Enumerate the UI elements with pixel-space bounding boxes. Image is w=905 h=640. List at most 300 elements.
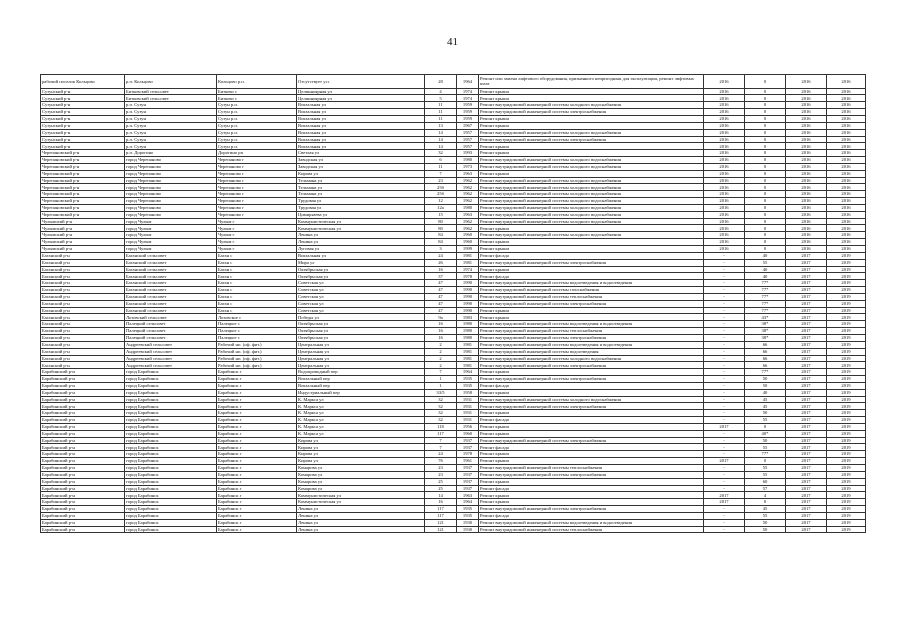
cell-street: Ленина ул — [297, 519, 425, 526]
cell-street: Советская ул — [297, 287, 425, 294]
cell-work-type: Ремонт внутридомовой инженерной системы холодного водоснабжения — [479, 177, 704, 184]
cell-street: Заводская ул — [297, 157, 425, 164]
cell-house: 32 — [425, 410, 457, 417]
cell-col-10: 2016 — [786, 95, 827, 102]
cell-municipality: р.п. Сузун — [125, 143, 217, 150]
cell-col-10: 2016 — [786, 115, 827, 122]
cell-district: Баганский р-н — [41, 307, 125, 314]
cell-col-11: 2016 — [827, 122, 866, 129]
cell-house: 16 — [425, 499, 457, 506]
cell-col-9: 55 — [745, 259, 786, 266]
cell-col-8: - — [704, 417, 745, 424]
cell-municipality: город Чулым — [125, 239, 217, 246]
cell-year-built: 1960 — [457, 232, 479, 239]
cell-col-10: 2017 — [786, 355, 827, 362]
cell-work-type: Ремонт внутридомовой инженерной системы электроснабжения — [479, 300, 704, 307]
cell-col-11: 2016 — [827, 136, 866, 143]
cell-house: 80 — [425, 225, 457, 232]
cell-locality: Палецкое с — [217, 328, 297, 335]
cell-col-11: 2016 — [827, 75, 866, 89]
cell-street: К. Маркса ул — [297, 417, 425, 424]
cell-municipality: город Черепаново — [125, 157, 217, 164]
table-row — [41, 376, 866, 383]
cell-col-10: 2016 — [786, 150, 827, 157]
cell-street: Вокзальная ул — [297, 115, 425, 122]
cell-locality: Рабочий нп. (оф. фит.) — [217, 348, 297, 355]
cell-work-type: Ремонт внутридомовой инженерной системы холодного водоснабжения — [479, 198, 704, 205]
table-row — [41, 430, 866, 437]
cell-street: Советская ул — [297, 293, 425, 300]
cell-house: 23 — [425, 177, 457, 184]
cell-house: 12 — [425, 198, 457, 205]
table-row — [41, 423, 866, 430]
cell-col-8: 2016 — [704, 115, 745, 122]
cell-street: Вокзальная ул — [297, 252, 425, 259]
cell-col-9: 0 — [745, 499, 786, 506]
cell-locality: Рабочий нп. (оф. фит.) — [217, 341, 297, 348]
cell-year-built: 1930 — [457, 526, 479, 533]
cell-locality: Барабинск г — [217, 369, 297, 376]
cell-col-8: - — [704, 512, 745, 519]
cell-year-built: 1962 — [457, 191, 479, 198]
cell-year-built: 1957 — [457, 129, 479, 136]
cell-work-type: Ремонт внутридомовой инженерной системы холодного водоснабжения — [479, 129, 704, 136]
cell-locality: Палецкое с — [217, 334, 297, 341]
cell-work-type: Ремонт внутридомовой инженерной системы электроснабжения — [479, 471, 704, 478]
cell-locality: Черепаново г — [217, 191, 297, 198]
cell-house: 32 — [425, 403, 457, 410]
cell-work-type: Ремонт фасада — [479, 512, 704, 519]
cell-street: Вокзальный пер — [297, 382, 425, 389]
cell-year-built: 1963 — [457, 170, 479, 177]
cell-municipality: город Барабинск — [125, 458, 217, 465]
cell-locality: Сузун р.п. — [217, 115, 297, 122]
cell-col-8: 2016 — [704, 95, 745, 102]
cell-street: Тельмана ул — [297, 184, 425, 191]
cell-district: Барабинский р-н — [41, 506, 125, 513]
cell-locality: Барабинск г — [217, 506, 297, 513]
cell-house: 121 — [425, 519, 457, 526]
cell-col-10: 2016 — [786, 129, 827, 136]
cell-house: 47 — [425, 287, 457, 294]
cell-locality: Сузун р.п. — [217, 102, 297, 109]
cell-house: 16 — [425, 328, 457, 335]
cell-col-11: 2019 — [827, 389, 866, 396]
cell-col-10: 2017 — [786, 389, 827, 396]
cell-col-8: - — [704, 430, 745, 437]
cell-col-9: 0 — [745, 75, 786, 89]
cell-district: Чулымский р-н — [41, 246, 125, 253]
cell-work-type: Ремонт внутридомовой инженерной системы холодного водоснабжения — [479, 232, 704, 239]
cell-locality: Барабинск г — [217, 478, 297, 485]
cell-locality: Барабинск г — [217, 444, 297, 451]
cell-municipality: Андреевский сельсовет — [125, 362, 217, 369]
cell-locality: Сузун р.п. — [217, 122, 297, 129]
cell-col-8: 2016 — [704, 75, 745, 89]
cell-municipality: город Чулым — [125, 225, 217, 232]
cell-col-11: 2016 — [827, 204, 866, 211]
cell-col-8: 2016 — [704, 143, 745, 150]
cell-col-11: 2019 — [827, 307, 866, 314]
cell-district: Барабинский р-н — [41, 499, 125, 506]
cell-col-8: - — [704, 506, 745, 513]
cell-locality: Баган с — [217, 280, 297, 287]
cell-district: Барабинский р-н — [41, 410, 125, 417]
cell-year-built: 1956 — [457, 423, 479, 430]
cell-house: 25б — [425, 191, 457, 198]
table-row — [41, 485, 866, 492]
cell-col-9: 77* — [745, 287, 786, 294]
cell-municipality: город Чулым — [125, 246, 217, 253]
cell-house: 47 — [425, 293, 457, 300]
cell-year-built: 1959 — [457, 109, 479, 116]
cell-col-9: 0 — [745, 102, 786, 109]
cell-col-9: 0 — [745, 239, 786, 246]
cell-year-built: 1981 — [457, 259, 479, 266]
cell-col-11: 2019 — [827, 300, 866, 307]
cell-col-8: - — [704, 293, 745, 300]
cell-house: 6 — [425, 157, 457, 164]
cell-district: Черепановский р-н — [41, 211, 125, 218]
cell-col-8: - — [704, 334, 745, 341]
table-row — [41, 88, 866, 95]
cell-col-8: - — [704, 273, 745, 280]
cell-col-11: 2016 — [827, 143, 866, 150]
cell-municipality: Баганский сельсовет — [125, 280, 217, 287]
cell-work-type: Ремонт крыши — [479, 458, 704, 465]
cell-district: Баганский р-н — [41, 280, 125, 287]
cell-col-11: 2016 — [827, 198, 866, 205]
table-row — [41, 273, 866, 280]
cell-work-type: Ремонт внутридомовой инженерной системы электроснабжения — [479, 403, 704, 410]
cell-col-8: 2016 — [704, 239, 745, 246]
cell-street: Советская ул — [297, 300, 425, 307]
cell-col-11: 2019 — [827, 266, 866, 273]
cell-col-11: 2019 — [827, 478, 866, 485]
cell-col-9: 0 — [745, 109, 786, 116]
cell-district: Сузунский р-н — [41, 129, 125, 136]
cell-year-built: 1981 — [457, 362, 479, 369]
cell-district: Черепановский р-н — [41, 163, 125, 170]
cell-col-8: - — [704, 478, 745, 485]
cell-col-8: - — [704, 369, 745, 376]
cell-work-type: Ремонт крыши — [479, 170, 704, 177]
cell-work-type: Ремонт фасада — [479, 417, 704, 424]
cell-col-9: 77* — [745, 369, 786, 376]
cell-col-11: 2016 — [827, 129, 866, 136]
cell-col-9: 45 — [745, 396, 786, 403]
cell-col-8: - — [704, 321, 745, 328]
cell-work-type: Ремонт фасада — [479, 273, 704, 280]
cell-col-10: 2016 — [786, 102, 827, 109]
cell-year-built: 1962 — [457, 184, 479, 191]
table-row — [41, 122, 866, 129]
table-row — [41, 211, 866, 218]
table-row — [41, 170, 866, 177]
cell-work-type: Ремонт внутридомовой инженерной системы теплоснабжения — [479, 293, 704, 300]
cell-col-10: 2017 — [786, 287, 827, 294]
table-row — [41, 75, 866, 89]
cell-col-8: 2016 — [704, 232, 745, 239]
cell-municipality: Андреевский сельсовет — [125, 355, 217, 362]
table-row — [41, 341, 866, 348]
cell-col-8: - — [704, 341, 745, 348]
cell-street: Октябрьская ул — [297, 321, 425, 328]
cell-col-8: 2016 — [704, 184, 745, 191]
cell-locality: Барабинск г — [217, 458, 297, 465]
cell-work-type: Ремонт фасада — [479, 444, 704, 451]
cell-street: Советская ул — [297, 307, 425, 314]
table-row — [41, 95, 866, 102]
cell-house: 84 — [425, 232, 457, 239]
cell-house: 14 — [425, 143, 457, 150]
cell-col-11: 2016 — [827, 177, 866, 184]
cell-municipality: Палецкий сельсовет — [125, 321, 217, 328]
cell-col-11: 2019 — [827, 273, 866, 280]
cell-house: 9а — [425, 314, 457, 321]
cell-col-9: 60 — [745, 478, 786, 485]
cell-year-built: 1980 — [457, 334, 479, 341]
cell-district: Баганский р-н — [41, 355, 125, 362]
cell-col-8: - — [704, 307, 745, 314]
cell-work-type: Ремонт крыши — [479, 225, 704, 232]
cell-locality: Барабинск г — [217, 465, 297, 472]
cell-col-9: 66 — [745, 348, 786, 355]
cell-locality: Барабинск г — [217, 519, 297, 526]
cell-district: Баганский р-н — [41, 334, 125, 341]
table-row — [41, 109, 866, 116]
cell-house: 1 — [425, 382, 457, 389]
cell-col-9: 38* — [745, 328, 786, 335]
cell-municipality: город Барабинск — [125, 478, 217, 485]
cell-municipality: Битковский сельсовет — [125, 88, 217, 95]
cell-col-11: 2016 — [827, 191, 866, 198]
cell-house: 117 — [425, 430, 457, 437]
cell-street: Победы ул — [297, 314, 425, 321]
cell-col-11: 2019 — [827, 471, 866, 478]
cell-col-10: 2017 — [786, 437, 827, 444]
cell-year-built: 1958 — [457, 389, 479, 396]
cell-locality: Черепаново г — [217, 163, 297, 170]
cell-street: Отсутствует у.п. — [297, 75, 425, 89]
table-row — [41, 328, 866, 335]
cell-locality: Черепаново г — [217, 204, 297, 211]
cell-col-9: 40 — [745, 389, 786, 396]
cell-col-11: 2019 — [827, 376, 866, 383]
cell-col-9: 50 — [745, 410, 786, 417]
cell-col-9: 0 — [745, 458, 786, 465]
cell-col-11: 2016 — [827, 102, 866, 109]
cell-col-10: 2016 — [786, 211, 827, 218]
cell-col-11: 2019 — [827, 492, 866, 499]
cell-col-11: 2019 — [827, 259, 866, 266]
cell-district: Баганский р-н — [41, 300, 125, 307]
cell-col-9: 0 — [745, 204, 786, 211]
cell-locality: Барабинск г — [217, 499, 297, 506]
cell-work-type: Ремонт внутридомовой инженерной системы электроснабжения — [479, 362, 704, 369]
cell-district: Сузунский р-н — [41, 95, 125, 102]
cell-district: Баганский р-н — [41, 266, 125, 273]
cell-work-type: Ремонт внутридомовой инженерной системы холодного водоснабжения — [479, 218, 704, 225]
cell-district: Черепановский р-н — [41, 170, 125, 177]
cell-district: Сузунский р-н — [41, 122, 125, 129]
cell-house: 5 — [425, 95, 457, 102]
cell-district: Сузунский р-н — [41, 109, 125, 116]
table-row — [41, 451, 866, 458]
cell-col-9: 77* — [745, 280, 786, 287]
cell-street: Центральная ул — [297, 348, 425, 355]
table-row — [41, 280, 866, 287]
cell-municipality: город Барабинск — [125, 471, 217, 478]
cell-locality: Баган с — [217, 259, 297, 266]
cell-col-8: - — [704, 259, 745, 266]
cell-col-8: - — [704, 396, 745, 403]
cell-house: 7 — [425, 444, 457, 451]
cell-year-built: 1935 — [457, 506, 479, 513]
cell-street: Коммунистическая ул — [297, 499, 425, 506]
cell-col-8: 2016 — [704, 88, 745, 95]
cell-col-10: 2016 — [786, 122, 827, 129]
cell-col-11: 2019 — [827, 458, 866, 465]
cell-year-built: 1981 — [457, 252, 479, 259]
cell-col-11: 2019 — [827, 328, 866, 335]
cell-col-9: 0 — [745, 129, 786, 136]
cell-col-11: 2019 — [827, 396, 866, 403]
cell-year-built: 1937 — [457, 465, 479, 472]
cell-municipality: город Барабинск — [125, 465, 217, 472]
cell-col-8: - — [704, 266, 745, 273]
cell-street: Кирова ул — [297, 437, 425, 444]
cell-street: Коммунистическая ул — [297, 492, 425, 499]
cell-work-type: Ремонт крыши — [479, 410, 704, 417]
cell-col-10: 2017 — [786, 451, 827, 458]
cell-col-9: 50 — [745, 376, 786, 383]
cell-locality: Барабинск г — [217, 451, 297, 458]
cell-street: Вокзальная ул — [297, 129, 425, 136]
cell-street: Центральная ул — [297, 341, 425, 348]
cell-locality: Барабинск г — [217, 417, 297, 424]
cell-col-11: 2016 — [827, 88, 866, 95]
cell-year-built: 1935 — [457, 382, 479, 389]
cell-year-built: 1973 — [457, 163, 479, 170]
cell-col-11: 2019 — [827, 410, 866, 417]
cell-col-9: 0 — [745, 170, 786, 177]
cell-street: Ленина ул — [297, 512, 425, 519]
cell-house: 121 — [425, 526, 457, 533]
cell-district: Барабинский р-н — [41, 369, 125, 376]
cell-col-8: - — [704, 355, 745, 362]
cell-col-9: 0 — [745, 225, 786, 232]
cell-col-10: 2017 — [786, 321, 827, 328]
table-row — [41, 293, 866, 300]
cell-work-type: Ремонт внутридомовой инженерной системы теплоснабжения — [479, 465, 704, 472]
cell-col-10: 2016 — [786, 163, 827, 170]
cell-col-9: 50 — [745, 437, 786, 444]
cell-street: Ленина ул — [297, 232, 425, 239]
cell-year-built: 1937 — [457, 478, 479, 485]
cell-col-11: 2019 — [827, 417, 866, 424]
cell-municipality: Баганский сельсовет — [125, 273, 217, 280]
table-row — [41, 163, 866, 170]
cell-col-10: 2017 — [786, 382, 827, 389]
cell-locality: Битково с — [217, 95, 297, 102]
cell-house: 23 — [425, 471, 457, 478]
cell-street: Заводская ул — [297, 163, 425, 170]
cell-col-9: 0 — [745, 122, 786, 129]
cell-street: К. Маркса ул — [297, 423, 425, 430]
cell-municipality: город Барабинск — [125, 382, 217, 389]
cell-work-type: Ремонт фасада — [479, 382, 704, 389]
cell-col-8: - — [704, 300, 745, 307]
cell-col-11: 2019 — [827, 526, 866, 533]
cell-municipality: город Барабинск — [125, 499, 217, 506]
cell-locality: Барабинск г — [217, 430, 297, 437]
cell-col-8: 2016 — [704, 163, 745, 170]
cell-col-11: 2019 — [827, 423, 866, 430]
cell-col-9: 77* — [745, 451, 786, 458]
cell-col-9: 0 — [745, 150, 786, 157]
cell-year-built: 1962 — [457, 177, 479, 184]
cell-locality: Барабинск г — [217, 403, 297, 410]
cell-col-8: - — [704, 471, 745, 478]
cell-year-built: 1935 — [457, 512, 479, 519]
cell-col-9: 50 — [745, 382, 786, 389]
cell-year-built: 1980 — [457, 157, 479, 164]
cell-col-8: - — [704, 328, 745, 335]
cell-col-11: 2019 — [827, 519, 866, 526]
cell-work-type: Ремонт внутридомовой инженерной системы холодного водоснабжения — [479, 157, 704, 164]
cell-year-built: 1959 — [457, 102, 479, 109]
cell-work-type: Ремонт внутридомовой инженерной системы холодного водоснабжения — [479, 184, 704, 191]
cell-work-type: Ремонт внутридомовой инженерной системы теплоснабжения — [479, 328, 704, 335]
cell-col-10: 2017 — [786, 348, 827, 355]
cell-year-built: 1962 — [457, 198, 479, 205]
cell-municipality: р.п. Сузун — [125, 109, 217, 116]
cell-district: Сузунский р-н — [41, 88, 125, 95]
cell-col-10: 2016 — [786, 239, 827, 246]
cell-municipality: город Черепаново — [125, 204, 217, 211]
table-row — [41, 334, 866, 341]
cell-street: К. Маркса ул — [297, 396, 425, 403]
cell-year-built: 1931 — [457, 403, 479, 410]
table-row — [41, 252, 866, 259]
cell-district: Барабинский р-н — [41, 451, 125, 458]
cell-street: Целинноярная ул — [297, 95, 425, 102]
table-row — [41, 355, 866, 362]
cell-locality: Баган с — [217, 307, 297, 314]
cell-col-9: 66 — [745, 362, 786, 369]
cell-district: Барабинский р-н — [41, 458, 125, 465]
cell-street: Кирова ул — [297, 458, 425, 465]
table-row — [41, 369, 866, 376]
cell-year-built: 1959 — [457, 115, 479, 122]
cell-house: 16 — [425, 321, 457, 328]
cell-street: Вокзальная ул — [297, 102, 425, 109]
cell-year-built: 1983 — [457, 314, 479, 321]
cell-locality: Баган с — [217, 287, 297, 294]
cell-district: Барабинский р-н — [41, 478, 125, 485]
cell-col-8: - — [704, 314, 745, 321]
cell-col-11: 2019 — [827, 314, 866, 321]
cell-col-10: 2017 — [786, 314, 827, 321]
cell-col-9: 77* — [745, 300, 786, 307]
cell-year-built: 1963 — [457, 211, 479, 218]
cell-col-8: 2016 — [704, 211, 745, 218]
cell-col-10: 2016 — [786, 184, 827, 191]
cell-locality: Битково с — [217, 88, 297, 95]
cell-col-11: 2019 — [827, 362, 866, 369]
cell-street: Тельмана ул — [297, 191, 425, 198]
